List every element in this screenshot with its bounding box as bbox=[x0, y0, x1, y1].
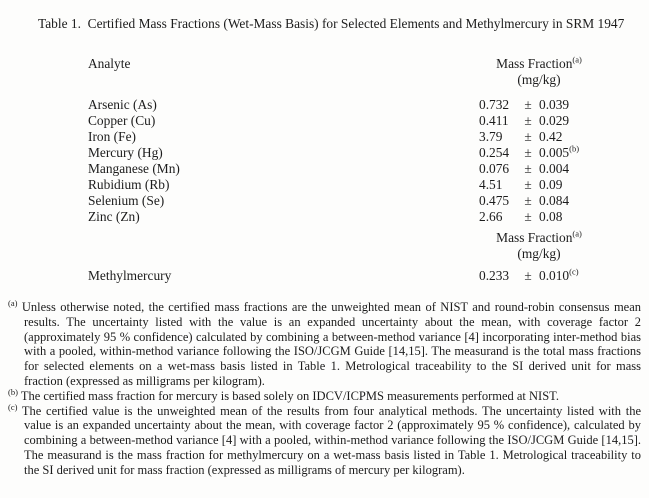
footnote-ref-a-icon: (a) bbox=[572, 54, 582, 65]
uncertainty-value: 0.004 bbox=[539, 161, 570, 176]
plus-minus-symbol: ± bbox=[524, 161, 532, 176]
spacer-cell bbox=[88, 225, 479, 268]
value-cell: 3.79 bbox=[479, 129, 503, 144]
plus-minus-symbol: ± bbox=[524, 193, 532, 208]
footnote-a bbox=[8, 297, 642, 389]
plus-minus-symbol: ± bbox=[524, 97, 532, 112]
mass-fraction-unit: (mg/kg) bbox=[517, 246, 561, 261]
footnote-b-marker: (b) bbox=[8, 386, 18, 397]
footnote-c bbox=[8, 401, 641, 478]
analyte-cell: Methylmercury bbox=[88, 268, 172, 283]
plus-minus-symbol: ± bbox=[524, 113, 532, 128]
footnote-b-text: The certified mass fraction for mercury is based solely on IDCV/ICPMS measurements performed at NIST. bbox=[20, 388, 559, 403]
footnote-c-marker: (c) bbox=[8, 401, 18, 412]
uncertainty-value: 0.039 bbox=[539, 97, 570, 112]
analyte-cell: Copper (Cu) bbox=[88, 113, 156, 128]
footnote-ref-a-icon: (a) bbox=[572, 228, 582, 239]
uncertainty-cell bbox=[539, 268, 599, 284]
table-header-section bbox=[88, 56, 599, 97]
analyte-cell: Manganese (Mn) bbox=[88, 161, 180, 176]
uncertainty-cell bbox=[539, 113, 599, 129]
table-row bbox=[88, 129, 599, 145]
value-cell: 0.233 bbox=[479, 268, 510, 283]
value-cell: 0.732 bbox=[479, 97, 510, 112]
table-row bbox=[88, 113, 599, 129]
table-header-row bbox=[88, 56, 599, 97]
analyte-cell: Iron (Fe) bbox=[88, 129, 136, 144]
table-row bbox=[88, 97, 599, 113]
table-row bbox=[88, 161, 599, 177]
mass-fraction-header-line bbox=[479, 56, 599, 72]
uncertainty-value: 0.005 bbox=[539, 145, 570, 160]
value-cell: 0.076 bbox=[479, 161, 510, 176]
certified-mass-fractions-table bbox=[88, 56, 599, 284]
uncertainty-value: 0.08 bbox=[539, 209, 563, 224]
uncertainty-cell bbox=[539, 97, 599, 113]
mass-fraction-header-label: Mass Fraction bbox=[496, 230, 573, 245]
table-header-row-2 bbox=[88, 225, 599, 268]
plus-minus-symbol: ± bbox=[524, 129, 532, 144]
analyte-cell: Arsenic (As) bbox=[88, 97, 157, 112]
value-cell: 0.411 bbox=[479, 113, 509, 128]
element-rows-section bbox=[88, 97, 599, 225]
uncertainty-cell bbox=[539, 177, 599, 193]
analyte-cell: Selenium (Se) bbox=[88, 193, 165, 208]
table-row bbox=[88, 193, 599, 209]
methylmercury-section bbox=[88, 268, 599, 284]
footnote-a-marker: (a) bbox=[8, 297, 18, 308]
plus-minus-symbol: ± bbox=[524, 177, 532, 192]
analyte-column-header: Analyte bbox=[88, 56, 131, 71]
value-cell: 4.51 bbox=[479, 177, 503, 192]
uncertainty-value: 0.09 bbox=[539, 177, 563, 192]
table-row-methylmercury bbox=[88, 268, 599, 284]
uncertainty-value: 0.029 bbox=[539, 113, 570, 128]
value-cell: 0.475 bbox=[479, 193, 510, 208]
plus-minus-symbol: ± bbox=[524, 145, 532, 160]
second-header-section bbox=[88, 225, 599, 268]
uncertainty-value: 0.42 bbox=[539, 129, 563, 144]
document-page bbox=[0, 16, 649, 478]
uncertainty-value: 0.010 bbox=[539, 268, 570, 283]
value-cell: 0.254 bbox=[479, 145, 510, 160]
mass-fraction-unit: (mg/kg) bbox=[517, 72, 561, 87]
analyte-cell: Zinc (Zn) bbox=[88, 209, 140, 224]
footnote-b bbox=[8, 386, 641, 404]
mass-fraction-column-header-2 bbox=[479, 225, 599, 268]
uncertainty-cell bbox=[539, 161, 599, 177]
mass-fraction-header-line bbox=[479, 230, 599, 246]
uncertainty-cell bbox=[539, 209, 599, 225]
table-row bbox=[88, 209, 599, 225]
table-caption: Table 1. Certified Mass Fractions (Wet-Mass Basis) for Selected Elements and Methylmercury in SRM 1947 bbox=[38, 16, 625, 31]
uncertainty-cell bbox=[539, 193, 599, 209]
plus-minus-symbol: ± bbox=[524, 209, 532, 224]
footnote-ref-icon: (b) bbox=[569, 143, 580, 154]
uncertainty-cell bbox=[539, 145, 599, 161]
analyte-cell: Mercury (Hg) bbox=[88, 145, 163, 160]
footnote-ref-c-icon: (c) bbox=[569, 266, 579, 277]
plus-minus-symbol: ± bbox=[524, 268, 532, 283]
footnote-c-text: The certified value is the unweighted mean of the results from four analytical methods. The uncertainty listed with the value is an expanded uncertainty about the mean, with coverage factor 2 (approximately 95 % confidence), calculated by combining a between-method variance [4] with a pooled, within-method variance following the ISO/JCGM Guide [14,15]. The measurand is the mass fraction for methylmercury on a wet-mass basis listed in Table 1. Metrological traceability to the SI derived unit for mass fraction (expressed as milligrams of mercury per kilogram). bbox=[21, 403, 641, 477]
value-cell: 2.66 bbox=[479, 209, 503, 224]
table-row bbox=[88, 177, 599, 193]
uncertainty-value: 0.084 bbox=[539, 193, 570, 208]
table-row bbox=[88, 145, 599, 161]
footnote-a-text: Unless otherwise noted, the certified mass fractions are the unweighted mean of NIST and round-robin consensus mean results. The uncertainty listed with the value is an expanded uncertainty about the mean, with coverage factor 2 (approximately 95 % confidence) calculated by combining a between-method variance [4] incorporating inter-method bias with a pooled, within-method variance following the ISO/JCGM Guide [14,15]. The measurand is the total mass fractions for selected elements on a wet-mass basis listed in Table 1. Metrological traceability to the SI derived unit for mass fraction (expressed as milligrams per kilogram). bbox=[21, 300, 642, 388]
analyte-cell: Rubidium (Rb) bbox=[88, 177, 170, 192]
mass-fraction-header-label: Mass Fraction bbox=[496, 56, 573, 71]
footnotes bbox=[8, 297, 642, 478]
mass-fraction-column-header bbox=[479, 56, 599, 97]
